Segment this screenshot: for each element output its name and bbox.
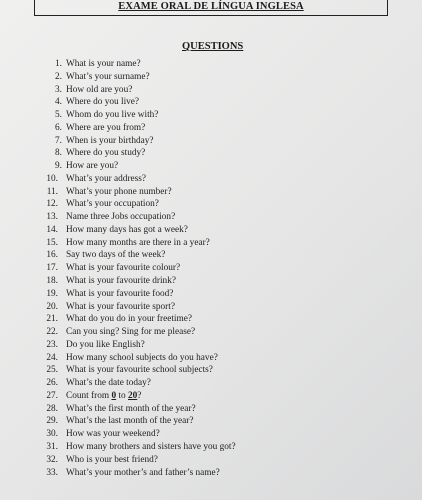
- question-number: 26.: [46, 378, 58, 389]
- question-number: 5.: [55, 110, 62, 121]
- question-number: 25.: [46, 365, 58, 376]
- question-number: 29.: [46, 416, 58, 427]
- question-number: 33.: [46, 467, 58, 478]
- question-number: 31.: [46, 441, 58, 452]
- question-text: What’s the date today?: [66, 378, 151, 389]
- question-text: What is your favourite colour?: [66, 263, 181, 274]
- question-number: 24.: [46, 352, 58, 363]
- question-number: 20.: [46, 301, 58, 312]
- question-text: When is your birthday?: [66, 135, 154, 146]
- question-text: How was your weekend?: [66, 429, 160, 440]
- header-box: [34, 0, 388, 16]
- question-number: 3.: [55, 84, 62, 95]
- question-text: How many brothers and sisters have you got?: [66, 441, 236, 452]
- question-number: 7.: [55, 135, 62, 146]
- question-number: 14.: [46, 224, 58, 235]
- question-text: How many school subjects do you have?: [66, 352, 218, 363]
- question-text: What’s your occupation?: [66, 199, 159, 210]
- question-number: 28.: [46, 403, 58, 414]
- question-number: 32.: [46, 454, 58, 465]
- question-number: 17.: [46, 263, 58, 274]
- question-text: What’s the last month of the year?: [66, 416, 194, 427]
- question-text: Where are you from?: [66, 122, 146, 133]
- question-text-part: 0: [111, 390, 117, 401]
- question-text: How old are you?: [66, 84, 133, 95]
- question-number: 15.: [46, 237, 58, 248]
- question-text: Whom do you live with?: [66, 110, 159, 121]
- question-text: Where do you study?: [66, 148, 146, 159]
- question-text: What is your favourite food?: [66, 288, 174, 299]
- question-text: How many months are there in a year?: [66, 237, 210, 248]
- question-number: 13.: [46, 212, 58, 223]
- question-text: What is your favourite drink?: [66, 276, 176, 287]
- question-text: Can you sing? Sing for me please?: [66, 327, 196, 338]
- question-text-part: ?: [137, 390, 142, 401]
- question-text: How many days has got a week?: [66, 224, 188, 235]
- question-number: 10.: [46, 173, 58, 184]
- question-text-part: 20: [128, 390, 138, 401]
- question-number: 23.: [46, 339, 58, 350]
- question-number: 30.: [46, 429, 58, 440]
- question-number: 27.: [46, 390, 58, 401]
- question-number: 6.: [55, 122, 62, 133]
- question-text: What is your favourite sport?: [66, 301, 175, 312]
- question-number: 4.: [55, 97, 62, 108]
- question-text: What’s your address?: [66, 173, 147, 184]
- question-number: 1.: [55, 59, 62, 69]
- question-text: Where do you live?: [66, 97, 140, 108]
- question-text: What’s your surname?: [66, 71, 150, 82]
- question-number: 22.: [46, 327, 58, 338]
- question-text: Name three Jobs occupation?: [66, 212, 176, 223]
- question-text: What’s your phone number?: [66, 186, 172, 197]
- question-text: Say two days of the week?: [66, 250, 166, 261]
- question-number: 18.: [46, 276, 58, 287]
- question-number: 2.: [55, 71, 62, 82]
- question-number: 8.: [55, 148, 62, 159]
- question-text: Who is your best friend?: [66, 454, 158, 465]
- question-number: 16.: [46, 250, 58, 261]
- question-number: 11.: [46, 186, 58, 197]
- document-title: EXAME ORAL DE LÍNGUA INGLESA: [118, 1, 304, 12]
- question-text: How are you?: [66, 161, 119, 172]
- question-text-part: to: [116, 390, 128, 401]
- question-text: [66, 390, 141, 403]
- question-text: What is your name?: [66, 59, 141, 69]
- question-number: 21.: [46, 314, 58, 325]
- question-text: Do you like English?: [66, 339, 145, 350]
- section-title: QUESTIONS: [182, 41, 244, 52]
- question-text-part: Count from: [66, 390, 112, 401]
- question-number: 12.: [46, 199, 58, 210]
- question-text: What is your favourite school subjects?: [66, 365, 213, 376]
- question-number: 19.: [46, 288, 58, 299]
- question-text: What’s your mother’s and father’s name?: [66, 467, 220, 478]
- question-number: 9.: [55, 161, 62, 172]
- question-text: What’s the first month of the year?: [66, 403, 196, 414]
- question-text: What do you do in your freetime?: [66, 314, 192, 325]
